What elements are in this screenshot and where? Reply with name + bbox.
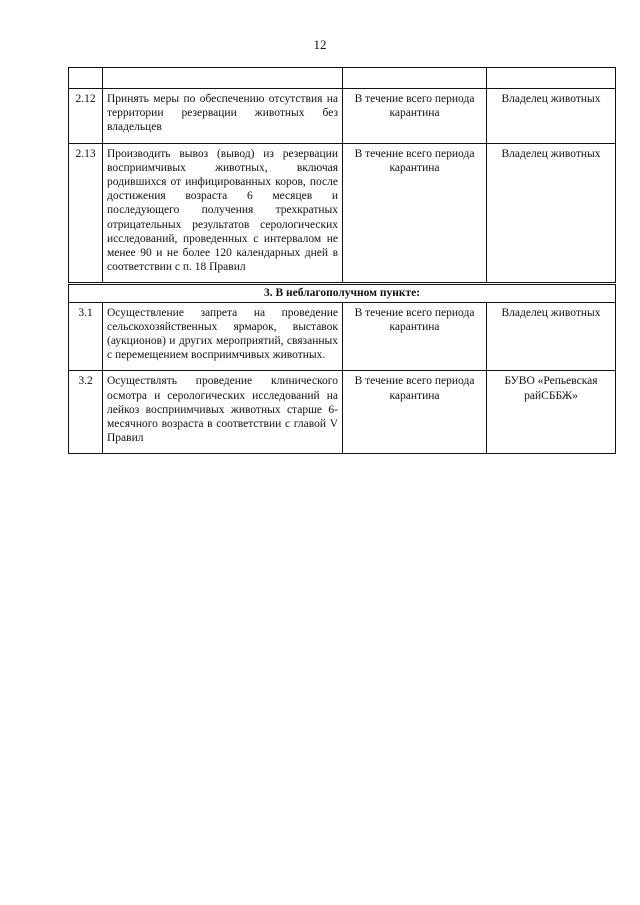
row-number: 3.1 — [69, 302, 103, 371]
table-row — [69, 302, 616, 371]
table-row — [69, 143, 616, 284]
row-number: 2.12 — [69, 89, 103, 144]
measure-text: Осуществление запрета на проведение сельскохозяйственных ярмарок, выставок (аукционов) и других мероприятий, связанных с перемещением восприимчивых животных. — [103, 302, 343, 371]
term-text: В течение всего периода карантина — [343, 143, 487, 284]
page-number: 12 — [313, 37, 327, 52]
term-text: В течение всего периода карантина — [343, 371, 487, 454]
term-text: В течение всего периода карантина — [343, 302, 487, 371]
responsible-text: Владелец животных — [487, 302, 616, 371]
measures-table — [68, 67, 616, 454]
section-title: 3. В неблагополучном пункте: — [69, 284, 616, 302]
table-row — [69, 89, 616, 144]
cell-empty — [487, 68, 616, 89]
measure-text: Осуществлять проведение клинического осмотра и серологических исследований на лейкоз восприимчивых животных старше 6-месячного возраста в соответствии с главой V Правил — [103, 371, 343, 454]
cell-empty — [343, 68, 487, 89]
row-number: 2.13 — [69, 143, 103, 284]
table-row — [69, 371, 616, 454]
responsible-text: Владелец животных — [487, 143, 616, 284]
table-row-continuation — [69, 68, 616, 89]
cell-empty — [103, 68, 343, 89]
cell-empty — [69, 68, 103, 89]
section-header-row — [69, 284, 616, 302]
row-number: 3.2 — [69, 371, 103, 454]
term-text: В течение всего периода карантина — [343, 89, 487, 144]
measure-text: Принять меры по обеспечению отсутствия на территории резервации животных без владельцев — [103, 89, 343, 144]
responsible-text: Владелец животных — [487, 89, 616, 144]
measure-text: Производить вывоз (вывод) из резервации восприимчивых животных, включая родившихся от инфицированных коров, после достижения возраста 6 месяцев и последующего получения трехкратных отрицательных результатов серологических исследований, проведенных с интервалом не менее 90 и не более 120 календарных дней в соответствии с п. 18 Правил — [103, 143, 343, 284]
responsible-text: БУВО «Репьевская райСББЖ» — [487, 371, 616, 454]
